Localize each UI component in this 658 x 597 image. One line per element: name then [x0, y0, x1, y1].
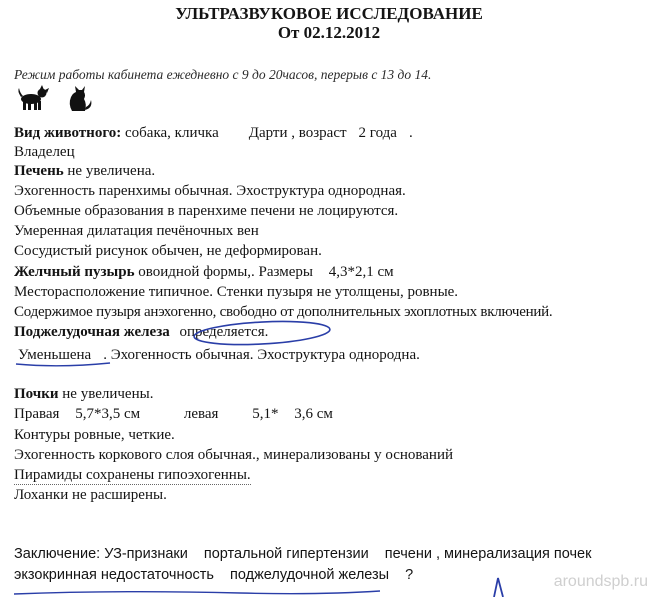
liver-line: Объемные образования в паренхиме печени не лоцируются.: [14, 203, 399, 219]
conclusion-text: печени: [384, 546, 432, 562]
kidneys-row: [14, 385, 153, 403]
gallbladder-label: Желчный пузырь: [14, 264, 135, 280]
liver-line: Эхогенность паренхимы обычная. Эхоструктура однородная.: [14, 183, 406, 199]
kidneys-line: Эхогенность коркового слоя обычная., минерализованы у оснований: [14, 447, 454, 463]
kidneys-line: Пирамиды сохранены гипоэхогенны.: [14, 467, 251, 483]
pen-squiggle: [14, 591, 380, 594]
pen-mark: [494, 578, 503, 597]
kidney-left-size-a: 5,1*: [252, 406, 279, 422]
animal-age: 2 года: [358, 125, 397, 141]
liver-row: [14, 162, 155, 180]
kidneys-size: не увеличены.: [62, 386, 154, 402]
animal-end: .: [408, 125, 413, 141]
liver-line: Сосудистый рисунок обычен, не деформирован.: [14, 243, 322, 259]
kidneys-measure-row: [14, 405, 333, 423]
conclusion-text: , минерализация почек: [436, 546, 592, 562]
conclusion-text: портальной гипертензии: [203, 546, 369, 562]
pancreas-rest: . Эхогенность обычная. Эхоструктура однородна.: [103, 347, 420, 363]
pancreas-size: Уменьшена: [18, 347, 92, 363]
report-date: От 02.12.2012: [277, 23, 381, 42]
kidney-left-size-b: 3,6 см: [294, 406, 333, 422]
animal-label: Вид животного:: [14, 125, 122, 141]
conclusion-text: ?: [405, 567, 414, 583]
kidneys-line: Контуры ровные, четкие.: [14, 427, 175, 443]
pancreas-status: определяется.: [179, 324, 269, 340]
kidney-right-label: Правая: [14, 406, 60, 422]
liver-label: Печень: [14, 163, 64, 179]
gallbladder-size: 4,3*2,1 см: [328, 264, 394, 280]
conclusion-text: поджелудочной железы: [230, 567, 390, 583]
kidney-right-size: 5,7*3,5 см: [75, 406, 141, 422]
pancreas-row: [14, 323, 268, 341]
kidney-left-label: левая: [183, 406, 219, 422]
conclusion-line-1: [14, 545, 591, 563]
gallbladder-shape: овоидной формы,. Размеры: [138, 264, 313, 280]
pancreas-size-row: [18, 346, 420, 364]
animal-name-label: кличка: [174, 125, 219, 141]
gallbladder-line: Месторасположение типичное. Стенки пузыря не утолщены, ровные.: [14, 284, 459, 300]
kidneys-label: Почки: [14, 386, 59, 402]
animal-age-label: , возраст: [291, 125, 347, 141]
pet-icons: [16, 82, 96, 114]
conclusion-text: Заключение: УЗ-признаки: [14, 546, 188, 562]
kidneys-line: Лоханки не расширены.: [14, 487, 167, 503]
owner-label: Владелец: [14, 144, 75, 160]
animal-species: собака,: [125, 125, 171, 141]
gallbladder-line: Содержимое пузыря анэхогенно, свободно от дополнительных эхоплотных включений.: [14, 304, 553, 320]
watermark: aroundspb.ru: [553, 573, 648, 590]
liver-size: не увеличена.: [67, 163, 156, 179]
clinic-schedule: Режим работы кабинета ежедневно с 9 до 20часов, перерыв с 13 до 14.: [14, 67, 432, 82]
animal-info-row: [14, 124, 413, 142]
cat-icon: [70, 86, 92, 111]
liver-line: Умеренная дилатация печёночных вен: [14, 223, 259, 239]
animal-name: Дарти: [248, 125, 288, 141]
conclusion-text: экзокринная недостаточность: [14, 567, 214, 583]
pancreas-label: Поджелудочная железа: [14, 324, 170, 340]
dog-icon: [18, 85, 49, 110]
gallbladder-row: [14, 263, 394, 281]
report-title: УЛЬТРАЗВУКОВОЕ ИССЛЕДОВАНИЕ: [175, 4, 483, 23]
conclusion-line-2: [14, 566, 413, 584]
